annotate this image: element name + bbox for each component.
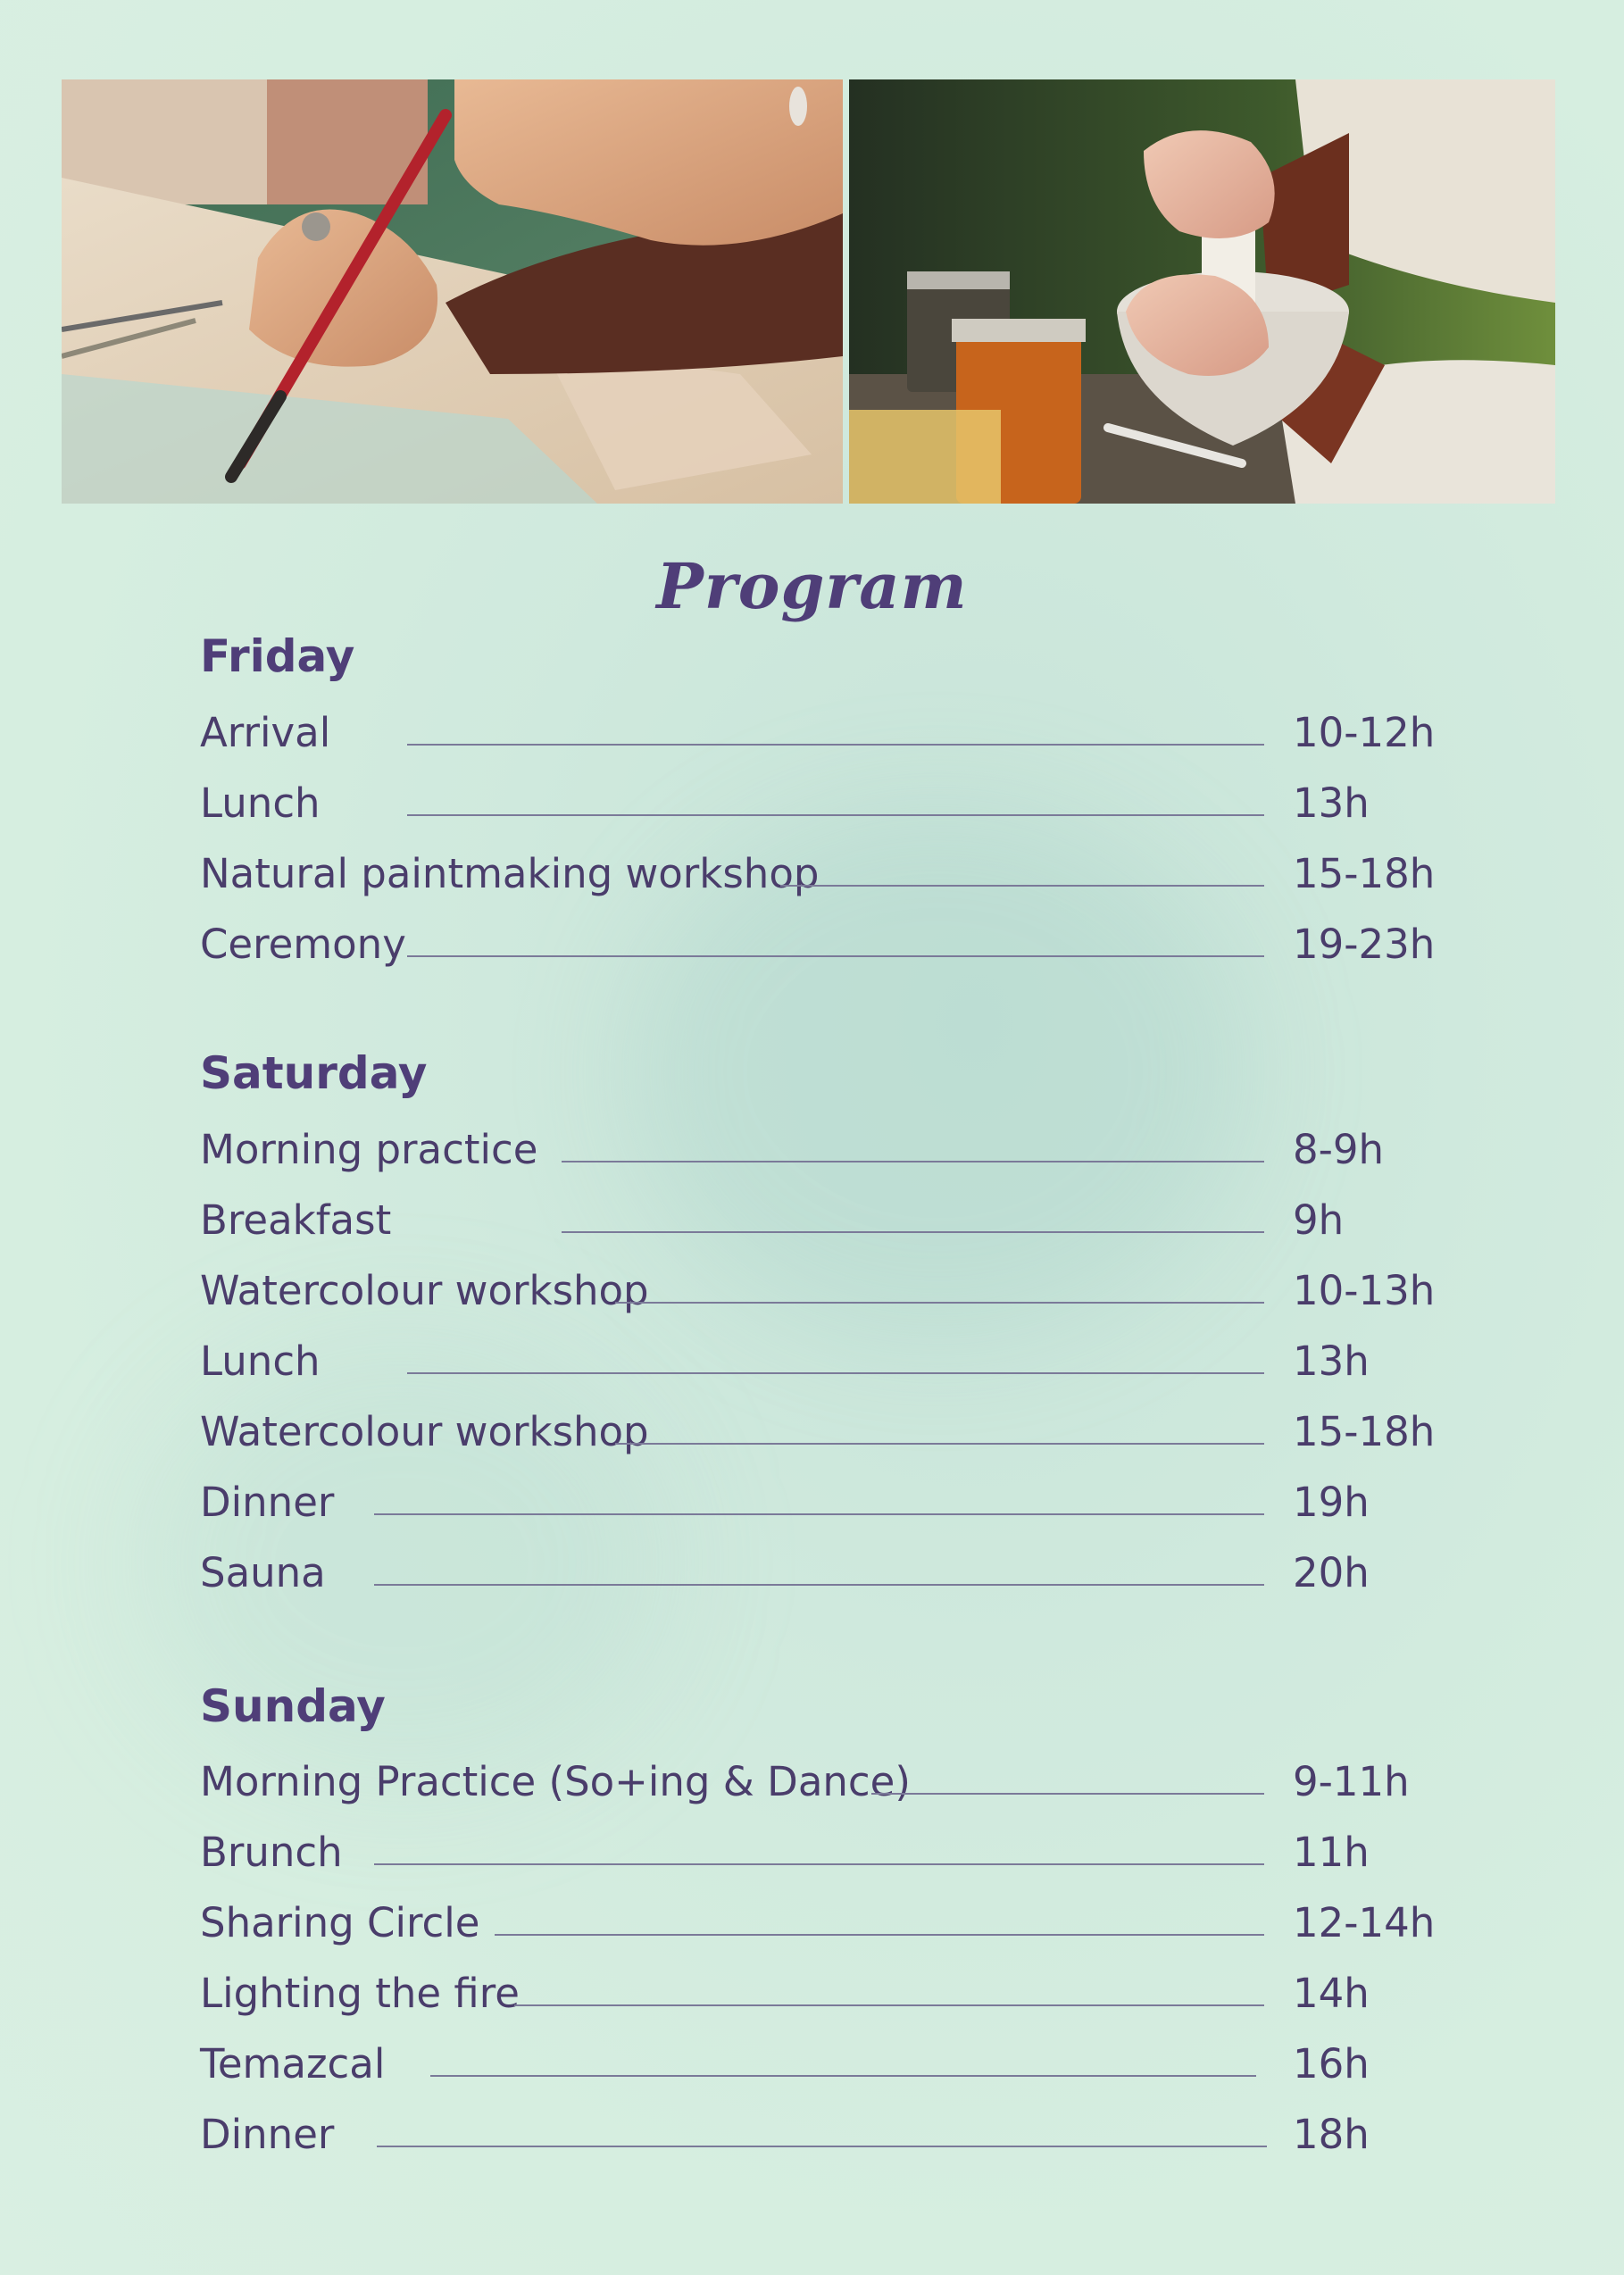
activity-time: 13h: [1293, 779, 1370, 827]
activity-time: 14h: [1293, 1970, 1370, 2017]
activity-label: Natural paintmaking workshop: [200, 850, 820, 897]
schedule-row: [200, 1755, 1423, 1809]
activity-label: Sauna: [200, 1549, 326, 1596]
activity-label: Ceremony: [200, 921, 406, 968]
schedule-row: [200, 2038, 1423, 2091]
leader-line: [407, 1372, 1264, 1374]
leader-line: [374, 1513, 1264, 1515]
activity-label: Lighting the fire: [200, 1970, 520, 2017]
activity-time: 16h: [1293, 2040, 1370, 2088]
leader-line: [374, 1863, 1264, 1865]
activity-time: 19h: [1293, 1479, 1370, 1526]
leader-line: [615, 1443, 1264, 1445]
activity-time: 9h: [1293, 1196, 1345, 1244]
activity-label: Lunch: [200, 779, 321, 827]
activity-time: 9-11h: [1293, 1758, 1410, 1805]
schedule-row: [200, 1826, 1423, 1879]
leader-line: [495, 1934, 1264, 1936]
schedule-row: [200, 1405, 1436, 1459]
schedule-row: [200, 706, 1436, 760]
leader-line: [377, 2146, 1267, 2147]
schedule-row: [200, 1896, 1436, 1950]
schedule-row: [200, 1546, 1423, 1600]
activity-time: 15-18h: [1293, 850, 1436, 897]
painting-photo: [62, 79, 843, 504]
activity-label: Morning Practice (So+ing & Dance): [200, 1758, 911, 1805]
mortar-photo: [849, 79, 1555, 504]
schedule-row: [200, 1194, 1423, 1247]
activity-time: 10-13h: [1293, 1267, 1436, 1314]
leader-line: [407, 955, 1264, 957]
activity-time: 10-12h: [1293, 709, 1436, 756]
leader-line: [780, 885, 1264, 887]
leader-line: [562, 1161, 1264, 1162]
activity-time: 8-9h: [1293, 1126, 1385, 1173]
schedule-row: [200, 847, 1436, 901]
leader-line: [514, 2004, 1264, 2006]
activity-label: Watercolour workshop: [200, 1408, 649, 1455]
schedule-row: [200, 918, 1436, 971]
program-title: Program: [656, 549, 968, 623]
leader-line: [562, 1231, 1264, 1233]
activity-label: Temazcal: [200, 2040, 386, 2088]
schedule-row: [200, 1967, 1423, 2021]
activity-time: 13h: [1293, 1338, 1370, 1385]
schedule-row: [200, 777, 1423, 830]
activity-label: Morning practice: [200, 1126, 538, 1173]
activity-time: 11h: [1293, 1829, 1370, 1876]
activity-time: 20h: [1293, 1549, 1370, 1596]
activity-label: Breakfast: [200, 1196, 392, 1244]
schedule-row: [200, 1264, 1436, 1318]
schedule-row: [200, 1476, 1423, 1529]
activity-label: Sharing Circle: [200, 1899, 480, 1946]
leader-line: [871, 1793, 1264, 1795]
schedule-row: [200, 2108, 1423, 2162]
leader-line: [407, 814, 1264, 816]
activity-label: Dinner: [200, 1479, 335, 1526]
schedule-row: [200, 1335, 1423, 1388]
activity-label: Watercolour workshop: [200, 1267, 649, 1314]
activity-time: 18h: [1293, 2111, 1370, 2158]
activity-time: 12-14h: [1293, 1899, 1436, 1946]
activity-label: Arrival: [200, 709, 331, 756]
activity-label: Brunch: [200, 1829, 343, 1876]
day-heading-sunday: Sunday: [200, 1680, 386, 1732]
activity-time: 19-23h: [1293, 921, 1436, 968]
leader-line: [407, 744, 1264, 746]
activity-label: Dinner: [200, 2111, 335, 2158]
painting-photo-illustration: [62, 79, 843, 504]
leader-line: [430, 2075, 1256, 2077]
day-heading-friday: Friday: [200, 630, 355, 682]
leader-line: [374, 1584, 1264, 1586]
mortar-photo-illustration: [849, 79, 1555, 504]
day-heading-saturday: Saturday: [200, 1047, 428, 1099]
leader-line: [615, 1302, 1264, 1304]
activity-label: Lunch: [200, 1338, 321, 1385]
activity-time: 15-18h: [1293, 1408, 1436, 1455]
schedule-row: [200, 1123, 1423, 1177]
